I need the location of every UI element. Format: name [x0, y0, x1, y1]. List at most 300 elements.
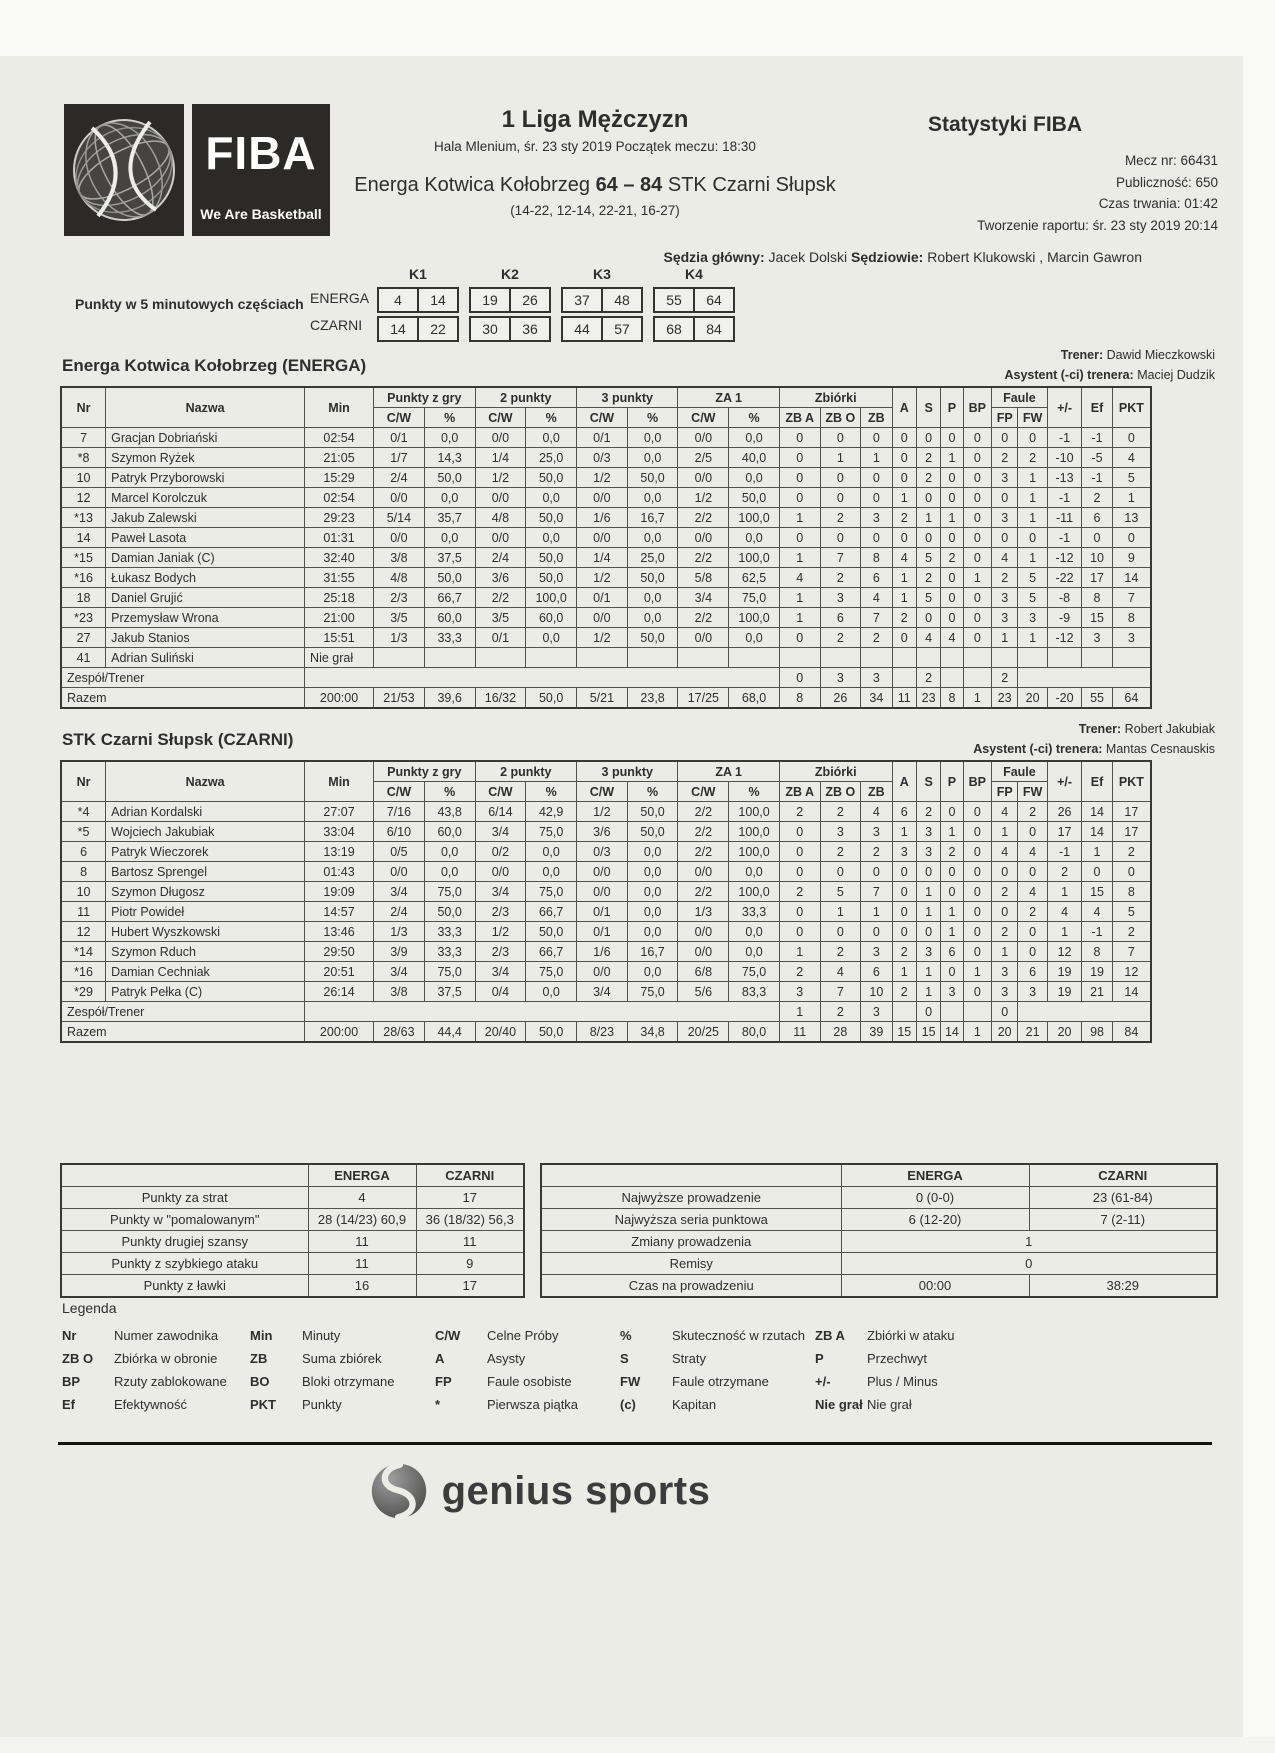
player-number: 12	[61, 922, 106, 942]
stat-cell: 0	[1018, 822, 1047, 842]
stat-cell: 10	[1082, 548, 1112, 568]
stat-cell: 100,0	[729, 802, 780, 822]
stat-cell: 0/1	[577, 922, 628, 942]
coach-label: Trener:	[1078, 722, 1122, 736]
player-number: 41	[61, 648, 106, 668]
stat-cell: 4	[820, 962, 861, 982]
player-number: 12	[61, 488, 106, 508]
stat-cell: 0	[892, 448, 916, 468]
player-row	[61, 568, 1151, 588]
player-name: Adrian Kordalski	[106, 802, 305, 822]
stat-cell: 0	[916, 1002, 940, 1022]
fiba-tagline: We Are Basketball	[200, 206, 322, 222]
player-number: 10	[61, 468, 106, 488]
legend-definition: Suma zbiórek	[302, 1351, 382, 1366]
legend-abbr: FP	[435, 1374, 452, 1389]
stat-cell: 0,0	[729, 942, 780, 962]
stat-cell: 3	[779, 982, 820, 1002]
legend-abbr: (c)	[620, 1397, 636, 1412]
stat-cell	[526, 648, 577, 668]
column-header: ZB A	[779, 782, 820, 802]
stat-cell: 3	[820, 588, 861, 608]
stat-cell: 0,0	[424, 862, 475, 882]
summary-value: 28 (14/23) 60,9	[308, 1209, 416, 1231]
legend-abbr: *	[435, 1397, 441, 1412]
summary-label: Najwyższe prowadzenie	[541, 1187, 841, 1209]
coach-name: Robert Jakubiak	[1124, 722, 1215, 736]
stat-cell: 1	[1112, 488, 1151, 508]
stat-cell: 0	[1018, 862, 1047, 882]
stat-cell: 2/2	[475, 588, 526, 608]
stat-cell: 21:00	[305, 608, 374, 628]
summary-team-header: ENERGA	[308, 1164, 416, 1187]
stat-cell: 27:07	[305, 802, 374, 822]
stat-cell: 2	[916, 668, 940, 688]
summary-label: Remisy	[541, 1253, 841, 1275]
stat-cell: 3	[941, 982, 963, 1002]
player-row	[61, 488, 1151, 508]
stat-cell: -22	[1047, 568, 1082, 588]
stat-cell: 16,7	[627, 942, 678, 962]
stat-cell: 1/2	[475, 922, 526, 942]
stat-cell: 0	[941, 488, 963, 508]
stat-cell	[1112, 648, 1151, 668]
stat-cell: 0,0	[627, 962, 678, 982]
total-cell: 1	[963, 688, 991, 709]
player-number: *8	[61, 448, 106, 468]
stat-cell: 8	[1082, 942, 1112, 962]
stat-cell: 3/6	[475, 568, 526, 588]
player-row	[61, 428, 1151, 448]
stat-cell: 1/2	[577, 628, 628, 648]
stat-cell: 0/1	[577, 902, 628, 922]
stat-cell: 0	[963, 548, 991, 568]
totals-label: Razem	[61, 688, 305, 709]
column-header: P	[941, 387, 963, 428]
legend-definition: Numer zawodnika	[114, 1328, 219, 1343]
stat-cell: 8	[1112, 608, 1151, 628]
stat-cell: 0	[963, 882, 991, 902]
quarter-score-cell: 22	[417, 318, 457, 340]
stat-cell: 1	[992, 628, 1018, 648]
stat-cell: 50,0	[729, 488, 780, 508]
player-name: Gracjan Dobriański	[106, 428, 305, 448]
quarter-score-row	[377, 287, 459, 313]
stat-cell: 0	[820, 528, 861, 548]
stat-cell: 3/4	[475, 822, 526, 842]
legend-item	[620, 1351, 805, 1374]
total-cell: 50,0	[526, 688, 577, 709]
legend-definition: Skuteczność w rzutach	[672, 1328, 805, 1343]
stat-cell: 3	[1018, 608, 1047, 628]
stat-cell: 3	[1018, 982, 1047, 1002]
summary-row	[541, 1253, 1217, 1275]
stat-cell: 6/14	[475, 802, 526, 822]
summary-value: 17	[416, 1275, 524, 1298]
stat-cell: 66,7	[526, 902, 577, 922]
stat-cell: 0,0	[627, 608, 678, 628]
player-name: Przemysław Wrona	[106, 608, 305, 628]
column-header: Nr	[61, 387, 106, 428]
total-cell: 39	[861, 1022, 892, 1043]
stat-cell: 2/3	[374, 588, 425, 608]
legend-abbr: A	[435, 1351, 445, 1366]
stat-cell: 1	[916, 962, 940, 982]
stat-cell	[916, 648, 940, 668]
legend-title: Legenda	[62, 1300, 117, 1316]
stat-cell: 0	[916, 608, 940, 628]
genius-sports-logo	[100, 1462, 980, 1520]
stat-cell: 0	[1112, 528, 1151, 548]
stat-cell: 6/8	[678, 962, 729, 982]
quarter-label: K2	[501, 266, 519, 282]
player-name: Szymon Rduch	[106, 942, 305, 962]
total-cell: 16/32	[475, 688, 526, 709]
stat-cell: 2/5	[678, 448, 729, 468]
legend-item	[620, 1328, 805, 1351]
stat-cell: 0	[861, 922, 892, 942]
legend-abbr: Nie grał	[815, 1397, 863, 1412]
stat-cell: 0/1	[374, 428, 425, 448]
stat-cell: 16,7	[627, 508, 678, 528]
total-cell: 200:00	[305, 688, 374, 709]
stat-cell: 60,0	[424, 822, 475, 842]
stat-cell: 2	[916, 568, 940, 588]
league-title: 1 Liga Mężczyzn	[501, 106, 689, 133]
total-cell: 28/63	[374, 1022, 425, 1043]
player-row	[61, 962, 1151, 982]
stat-cell: 0,0	[526, 842, 577, 862]
column-header: S	[916, 761, 940, 802]
stat-cell: 3	[861, 508, 892, 528]
legend-definition: Asysty	[487, 1351, 526, 1366]
stat-cell: 0,0	[627, 882, 678, 902]
referee-main-label: Sędzia główny:	[663, 249, 765, 265]
summary-value: 7 (2-11)	[1029, 1209, 1217, 1231]
stat-cell: 5	[1112, 902, 1151, 922]
stat-cell: 20:51	[305, 962, 374, 982]
player-row	[61, 588, 1151, 608]
stat-cell: 1	[1082, 842, 1112, 862]
total-cell: 23	[916, 688, 940, 709]
stat-cell: 1/6	[577, 942, 628, 962]
total-cell: 21	[1018, 1022, 1047, 1043]
stat-cell: 50,0	[424, 902, 475, 922]
stat-cell: 7	[861, 608, 892, 628]
stat-cell: 0,0	[526, 428, 577, 448]
fiba-basketball-logo-icon	[64, 104, 184, 236]
stat-cell: 25,0	[627, 548, 678, 568]
referee-main-name: Jacek Dolski	[768, 249, 848, 265]
player-row	[61, 548, 1151, 568]
stat-cell: 2	[861, 628, 892, 648]
summary-header-row	[61, 1164, 524, 1187]
stat-cell: 1	[1047, 882, 1082, 902]
stat-cell: 0	[963, 982, 991, 1002]
stat-cell: 2/4	[374, 902, 425, 922]
stat-cell: 0	[861, 488, 892, 508]
stat-cell: 19:09	[305, 882, 374, 902]
quarter-score-row	[653, 287, 735, 313]
stat-cell: 1/2	[577, 802, 628, 822]
stat-cell: 2/2	[678, 822, 729, 842]
summary-label: Punkty drugiej szansy	[61, 1231, 308, 1253]
summary-value: 00:00	[841, 1275, 1029, 1298]
stat-cell	[424, 648, 475, 668]
player-row	[61, 902, 1151, 922]
stat-cell: 21	[1082, 982, 1112, 1002]
quarter-score-cell: 55	[666, 292, 682, 308]
player-name: Szymon Długosz	[106, 882, 305, 902]
stat-cell: 1	[941, 922, 963, 942]
legend-abbr: ZB	[250, 1351, 268, 1366]
legend-definition: Punkty	[302, 1397, 342, 1412]
stat-cell: 0/0	[577, 608, 628, 628]
stat-cell: 1	[941, 902, 963, 922]
column-header: PKT	[1112, 387, 1151, 428]
stat-cell: 1/2	[577, 568, 628, 588]
stat-cell: 14:57	[305, 902, 374, 922]
stat-cell: -5	[1082, 448, 1112, 468]
stat-cell: 2	[992, 568, 1018, 588]
quarter-team-label-energa: ENERGA	[310, 290, 370, 306]
stat-cell	[963, 1002, 991, 1022]
team-title-czarni: STK Czarni Słupsk (CZARNI)	[62, 730, 294, 749]
legend-definition: Bloki otrzymane	[302, 1374, 395, 1389]
summary-value: 11	[308, 1231, 416, 1253]
stat-cell: 4	[992, 842, 1018, 862]
stat-cell: 66,7	[424, 588, 475, 608]
total-cell: 11	[892, 688, 916, 709]
column-header: Min	[305, 387, 374, 428]
stat-cell: 0,0	[627, 842, 678, 862]
summary-label: Punkty w "pomalowanym"	[61, 1209, 308, 1231]
player-number: *16	[61, 568, 106, 588]
legend-abbr: %	[620, 1328, 632, 1343]
player-number: 18	[61, 588, 106, 608]
stat-cell: 1	[779, 508, 820, 528]
stat-cell: 3	[992, 588, 1018, 608]
stat-cell: 0	[779, 862, 820, 882]
stat-cell: 37,5	[424, 548, 475, 568]
stat-cell: 3/4	[475, 882, 526, 902]
player-number: *15	[61, 548, 106, 568]
stat-cell: 0	[963, 802, 991, 822]
quarter-score-cell: 36	[509, 318, 549, 340]
column-header: S	[916, 387, 940, 428]
stat-cell: 4	[1018, 842, 1047, 862]
stat-cell: 33,3	[729, 902, 780, 922]
stat-cell: 4	[892, 548, 916, 568]
stat-cell: 0,0	[627, 922, 678, 942]
stat-cell: 29:50	[305, 942, 374, 962]
summary-label: Punkty z szybkiego ataku	[61, 1253, 308, 1275]
stat-cell: 0/3	[577, 842, 628, 862]
stat-cell: 0/0	[374, 528, 425, 548]
stat-cell: 1	[861, 448, 892, 468]
stat-cell: 14	[1082, 822, 1112, 842]
stat-cell: 3	[861, 668, 892, 688]
stat-cell: 1/6	[577, 508, 628, 528]
stat-cell: 5/6	[678, 982, 729, 1002]
stat-cell: 0,0	[424, 428, 475, 448]
column-header: FP	[992, 782, 1018, 802]
stat-cell: 3	[892, 842, 916, 862]
stat-cell: 3/5	[374, 608, 425, 628]
stat-cell: 0/0	[475, 862, 526, 882]
summary-label: Czas na prowadzeniu	[541, 1275, 841, 1298]
legend-abbr: Ef	[62, 1397, 75, 1412]
stat-cell: 60,0	[526, 608, 577, 628]
scan-edge-bottom	[0, 1737, 1275, 1753]
fiba-wordmark: FIBA	[205, 127, 317, 179]
quarter-label: K4	[685, 266, 703, 282]
stat-cell: 3	[1082, 628, 1112, 648]
stat-cell: 2	[820, 802, 861, 822]
stat-cell: -1	[1082, 922, 1112, 942]
final-score: 64 – 84	[595, 174, 663, 196]
stat-cell: -1	[1047, 428, 1082, 448]
stat-cell	[779, 648, 820, 668]
stat-cell: 1	[1047, 922, 1082, 942]
column-header: BP	[963, 387, 991, 428]
summary-header-row	[541, 1164, 1217, 1187]
assistant-name: Mantas Cesnauskis	[1105, 742, 1215, 756]
team-coach-label: Zespół/Trener	[61, 668, 305, 688]
stat-cell: 0/0	[678, 862, 729, 882]
stat-cell: 100,0	[729, 842, 780, 862]
summary-label: Zmiany prowadzenia	[541, 1231, 841, 1253]
stat-cell: 0,0	[627, 448, 678, 468]
legend-definition: Pierwsza piątka	[487, 1397, 579, 1412]
stat-cell: 0	[963, 842, 991, 862]
coach-line-czarni	[815, 722, 1215, 736]
stat-cell: 0,0	[729, 528, 780, 548]
column-header: Punkty z gry	[374, 761, 475, 782]
totals-row	[61, 1022, 1151, 1043]
stat-cell: 2	[1112, 922, 1151, 942]
stats-table	[60, 760, 1152, 1043]
team-coach-row	[61, 1002, 1151, 1022]
stat-cell	[941, 1002, 963, 1022]
stat-cell: 3/4	[577, 982, 628, 1002]
stat-cell: 0	[861, 428, 892, 448]
match-number: Mecz nr: 66431	[1124, 153, 1218, 168]
legend-item	[815, 1328, 954, 1351]
stat-cell	[475, 648, 526, 668]
column-header: C/W	[678, 782, 729, 802]
scan-edge-top	[0, 0, 1275, 56]
legend-abbr: BO	[250, 1374, 270, 1389]
player-number: *4	[61, 802, 106, 822]
legend-item	[620, 1374, 805, 1397]
quarter-group-k4	[653, 266, 735, 342]
stat-cell: 2	[1018, 448, 1047, 468]
stat-cell: 100,0	[526, 588, 577, 608]
stat-cell: 66,7	[526, 942, 577, 962]
summary-value: 36 (18/32) 56,3	[416, 1209, 524, 1231]
column-header: A	[892, 761, 916, 802]
column-header: C/W	[374, 782, 425, 802]
stat-cell: 62,5	[729, 568, 780, 588]
stat-cell: 12	[1112, 962, 1151, 982]
total-cell: 50,0	[526, 1022, 577, 1043]
player-name: Damian Janiak (C)	[106, 548, 305, 568]
stat-cell: 1	[941, 448, 963, 468]
stat-cell: 2	[1112, 842, 1151, 862]
stat-cell: 6/10	[374, 822, 425, 842]
legend-definition: Efektywność	[114, 1397, 187, 1412]
stat-cell: 0,0	[627, 902, 678, 922]
stat-cell: 0	[992, 862, 1018, 882]
player-name: Hubert Wyszkowski	[106, 922, 305, 942]
column-header: 2 punkty	[475, 387, 576, 408]
column-header: Zbiórki	[779, 761, 892, 782]
stat-cell: 50,0	[424, 568, 475, 588]
stat-cell: 17	[1112, 802, 1151, 822]
stat-cell: 0	[916, 862, 940, 882]
stat-cell	[941, 668, 963, 688]
stat-cell: 7/16	[374, 802, 425, 822]
stat-cell: 01:31	[305, 528, 374, 548]
quarter-score-row	[561, 316, 643, 342]
total-cell: 200:00	[305, 1022, 374, 1043]
legend-item	[435, 1351, 578, 1374]
stat-cell: 2	[1047, 862, 1082, 882]
column-header: ZB	[861, 782, 892, 802]
player-row	[61, 468, 1151, 488]
total-cell: 8	[941, 688, 963, 709]
stat-cell: 0/0	[374, 862, 425, 882]
stat-cell: -1	[1047, 842, 1082, 862]
stat-cell: 17	[1082, 568, 1112, 588]
stat-cell	[1018, 1002, 1151, 1022]
stat-cell: 100,0	[729, 548, 780, 568]
legend-definition: Celne Próby	[487, 1328, 559, 1343]
did-not-play: Nie grał	[305, 648, 374, 668]
stat-cell: 6	[861, 568, 892, 588]
stat-cell: 5/8	[678, 568, 729, 588]
player-row	[61, 528, 1151, 548]
stat-cell: 50,0	[424, 468, 475, 488]
column-header: Ef	[1082, 761, 1112, 802]
team-title-energa: Energa Kotwica Kołobrzeg (ENERGA)	[62, 356, 367, 375]
stat-cell: 0,0	[627, 488, 678, 508]
stat-cell: 19	[1047, 962, 1082, 982]
stat-cell: 0/1	[475, 628, 526, 648]
stat-cell: 0	[941, 962, 963, 982]
column-header: Min	[305, 761, 374, 802]
stat-cell: 5/14	[374, 508, 425, 528]
stat-cell: 1	[1018, 468, 1047, 488]
stat-cell: 10	[861, 982, 892, 1002]
stat-cell: 1	[941, 822, 963, 842]
quarter-score-cell: 4	[394, 292, 402, 308]
stat-cell: 2	[892, 942, 916, 962]
player-row	[61, 982, 1151, 1002]
stat-cell: 0	[963, 448, 991, 468]
column-header: Ef	[1082, 387, 1112, 428]
summary-team-header: CZARNI	[1029, 1164, 1217, 1187]
stat-cell: 15	[1082, 882, 1112, 902]
stat-cell: 4/8	[475, 508, 526, 528]
stat-cell: 75,0	[526, 962, 577, 982]
stat-cell: 0	[820, 488, 861, 508]
stat-cell: 15:29	[305, 468, 374, 488]
stat-cell: 100,0	[729, 508, 780, 528]
summary-value: 11	[308, 1253, 416, 1275]
quarter-score-cell: 37	[574, 292, 590, 308]
